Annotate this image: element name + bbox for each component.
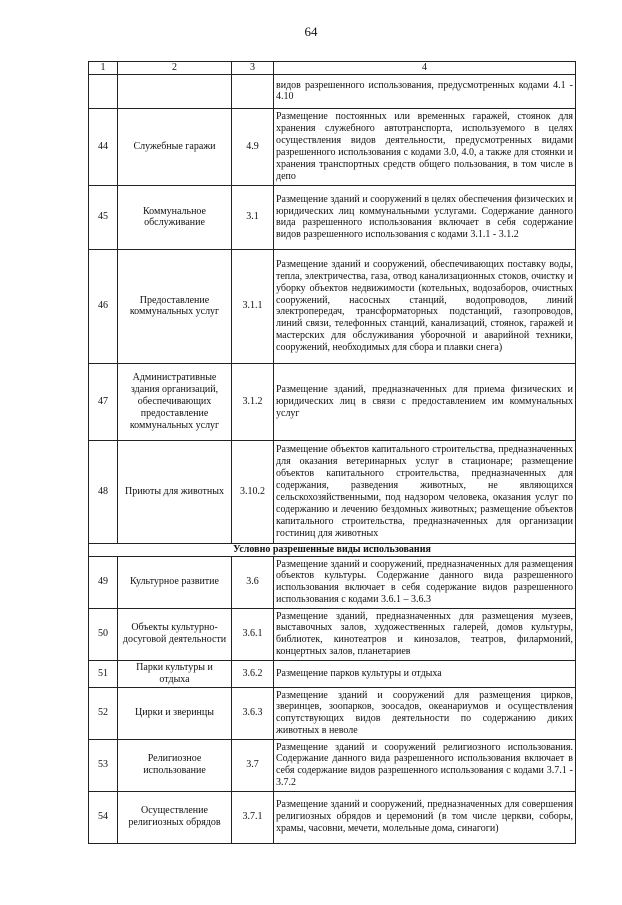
use-description: Размещение зданий и сооружений религиозного использования. Содержание данного вида разрешенного использования включает в себя содержание видов разрешенного использования с кодами 3.7.1 - 3.7.2 (274, 739, 576, 791)
use-description: Размещение зданий и сооружений для размещения цирков, зверинцев, зоопарков, зоосадов, океанариумов и осуществления сопутствующих видов деятельности по содержанию диких животных в неволе (274, 687, 576, 739)
page-number: 64 (304, 24, 318, 39)
use-description: Размещение зданий и сооружений в целях обеспечения физических и юридических лиц коммунальными услугами. Содержание данного вида разрешенного использования включает в себя содержание видов разрешенного использования с кодами 3.1.1 - 3.1.2 (274, 185, 576, 249)
table-header-row (89, 62, 576, 75)
use-name: Культурное развитие (118, 556, 232, 608)
use-code: 3.1 (232, 185, 274, 249)
use-code: 3.6.1 (232, 608, 274, 660)
row-number: 48 (89, 440, 118, 543)
row-number: 44 (89, 108, 118, 185)
table-row (89, 556, 576, 608)
use-name: Осуществление религиозных обрядов (118, 791, 232, 843)
row-number (89, 74, 118, 108)
row-number: 51 (89, 660, 118, 687)
use-code: 3.6.2 (232, 660, 274, 687)
use-description: Размещение объектов капитального строительства, предназначенных для оказания ветеринарных услуг в стационаре; размещение объектов капитального строительства, предназначенных для содержания, разведения животных, не являющихся сельскохозяйственными, под надзором человека, оказания услуг по содержанию и лечению бездомных животных; размещение объектов капитального строительства, предназначенных для организации гостиниц для животных (274, 440, 576, 543)
row-number: 54 (89, 791, 118, 843)
use-name: Цирки и зверинцы (118, 687, 232, 739)
row-number: 46 (89, 249, 118, 363)
use-description: Размещение зданий, предназначенных для приема физических и юридических лиц в связи с предоставлением им коммунальных услуг (274, 363, 576, 440)
use-name: Служебные гаражи (118, 108, 232, 185)
use-description: Размещение зданий и сооружений, предназначенных для размещения объектов культуры. Содержание данного вида разрешенного использования включает в себя содержание видов разрешенного использования с кодами 3.6.1 – 3.6.3 (274, 556, 576, 608)
use-code: 3.6.3 (232, 687, 274, 739)
use-description: Размещение постоянных или временных гаражей, стоянок для хранения служебного автотранспорта, используемого в целях осуществления видов деятельности, предусмотренных видами разрешенного использования с кодами 3.0, 4.0, а также для стоянки и хранения транспортных средств общего пользования, в том числе в депо (274, 108, 576, 185)
section-header-row (89, 543, 576, 556)
row-number: 53 (89, 739, 118, 791)
use-name: Парки культуры и отдыха (118, 660, 232, 687)
row-number: 49 (89, 556, 118, 608)
row-number: 52 (89, 687, 118, 739)
use-code: 3.6 (232, 556, 274, 608)
use-description: Размещение парков культуры и отдыха (274, 660, 576, 687)
use-description: видов разрешенного использования, предусмотренных кодами 4.1 - 4.10 (274, 74, 576, 108)
table-row (89, 608, 576, 660)
land-use-table (88, 61, 576, 844)
row-number: 45 (89, 185, 118, 249)
table-row (89, 660, 576, 687)
column-header-3: 3 (232, 62, 274, 75)
table-row (89, 363, 576, 440)
column-header-2: 2 (118, 62, 232, 75)
use-description: Размещение зданий и сооружений, обеспечивающих поставку воды, тепла, электричества, газа, отвод канализационных стоков, очистку и уборку объектов недвижимости (котельных, водозаборов, очистных сооружений, насосных станций, водопроводов, линий электропередач, трансформаторных подстанций, газопроводов, линий связи, телефонных станций, канализаций, стоянок, гаражей и мастерских для обслуживания уборочной и аварийной техники, сооружений, необходимых для сбора и плавки снега) (274, 249, 576, 363)
table-row (89, 440, 576, 543)
use-code: 4.9 (232, 108, 274, 185)
use-code (232, 74, 274, 108)
use-code: 3.7 (232, 739, 274, 791)
use-description: Размещение зданий и сооружений, предназначенных для совершения религиозных обрядов и церемоний (в том числе церкви, соборы, храмы, часовни, мечети, молельные дома, синагоги) (274, 791, 576, 843)
use-code: 3.1.2 (232, 363, 274, 440)
table-row (89, 739, 576, 791)
table-row (89, 74, 576, 108)
table-row (89, 687, 576, 739)
use-name: Приюты для животных (118, 440, 232, 543)
use-code: 3.7.1 (232, 791, 274, 843)
use-description: Размещение зданий, предназначенных для размещения музеев, выставочных залов, художественных галерей, домов культуры, библиотек, кинотеатров и кинозалов, театров, филармоний, концертных залов, планетариев (274, 608, 576, 660)
column-header-1: 1 (89, 62, 118, 75)
row-number: 50 (89, 608, 118, 660)
row-number: 47 (89, 363, 118, 440)
use-name: Административные здания организаций, обеспечивающих предоставление коммунальных услуг (118, 363, 232, 440)
use-name: Религиозное использование (118, 739, 232, 791)
table-row (89, 108, 576, 185)
use-name: Предоставление коммунальных услуг (118, 249, 232, 363)
table-row (89, 185, 576, 249)
section-title: Условно разрешенные виды использования (89, 543, 576, 556)
use-code: 3.10.2 (232, 440, 274, 543)
use-name: Объекты культурно-досуговой деятельности (118, 608, 232, 660)
use-code: 3.1.1 (232, 249, 274, 363)
column-header-4: 4 (274, 62, 576, 75)
use-name (118, 74, 232, 108)
use-name: Коммунальное обслуживание (118, 185, 232, 249)
table-row (89, 249, 576, 363)
table-row (89, 791, 576, 843)
